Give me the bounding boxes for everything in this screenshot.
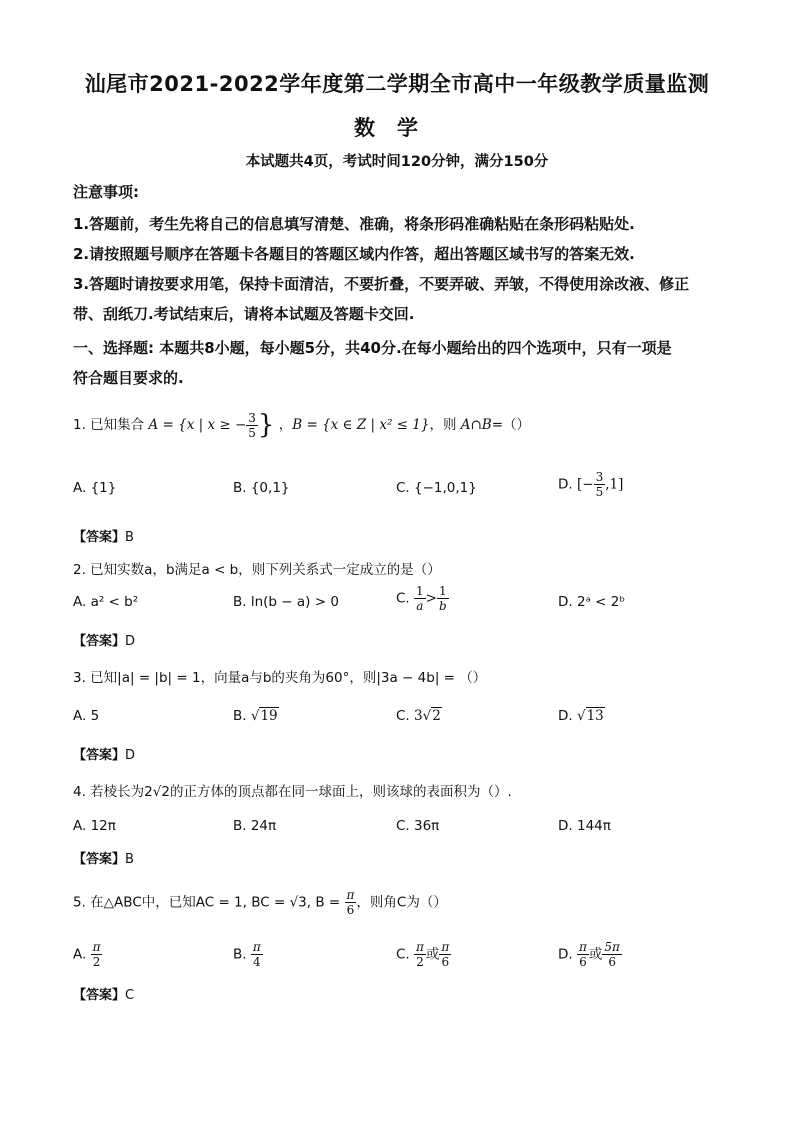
q1-option-b: B. {0,1}: [233, 480, 290, 496]
q3-option-d: D. √13: [558, 708, 604, 724]
section-heading-line1: 一、选择题: 本题共8小题，每小题5分，共40分.在每小题给出的四个选项中，只有一项是: [73, 339, 672, 357]
q4-answer: 【答案】B: [73, 852, 134, 867]
notice-item-2: 2.请按照题号顺序在答题卡各题目的答题区域内作答，超出答题区域书写的答案无效.: [73, 245, 635, 263]
q4-option-d: D. 144π: [558, 818, 611, 834]
question-3-stem: 3. 已知|a| = |b| = 1，向量a与b的夹角为60°，则|3a − 4b| = （）: [73, 670, 487, 686]
q1-option-a: A. {1}: [73, 480, 117, 496]
q3-option-c: C. 3√2: [396, 708, 441, 724]
q5-option-a: A. $\frac{\pi}{2}$: [73, 940, 101, 969]
question-5-stem: 5. 在△ABC中，已知AC = 1, BC = √3, B = $\frac{\pi}{6}$ ，则角C为（）: [73, 888, 447, 917]
q1-answer: 【答案】B: [73, 530, 134, 545]
question-4-stem: 4. 若棱长为2√2的正方体的顶点都在同一球面上，则该球的表面积为（）.: [73, 784, 512, 800]
q3-answer: 【答案】D: [73, 748, 136, 763]
q1-option-d: D. [− $\frac{3}{5}$ ,1]: [558, 470, 624, 499]
q4-option-a: A. 12π: [73, 818, 116, 834]
section-heading-line2: 符合题目要求的.: [73, 369, 184, 387]
notice-heading: 注意事项:: [73, 183, 139, 201]
q5-option-c: C. $\frac{\pi}{2}$ 或 $\frac{\pi}{6}$: [396, 940, 450, 969]
q2-option-c: C. $\frac{1}{a}$ > $\frac{1}{b}$: [396, 584, 447, 613]
q2-option-b: B. ln(b − a) > 0: [233, 594, 339, 610]
notice-item-4: 带、刮纸刀.考试结束后，请将本试题及答题卡交回.: [73, 305, 415, 323]
q5-answer: 【答案】C: [73, 988, 135, 1003]
question-1-stem: 1. 已知集合 A = {x | x ≥ − $\frac{3}{5}$ } ，B = {x ∈ Z | x² ≤ 1}，则 A∩B=（）: [73, 410, 531, 440]
q1-option-c: C. {−1,0,1}: [396, 480, 477, 496]
exam-title: 汕尾市2021-2022学年度第二学期全市高中一年级教学质量监测: [84, 72, 710, 96]
q3-option-a: A. 5: [73, 708, 100, 724]
exam-subject: 数学: [354, 116, 440, 140]
q4-option-c: C. 36π: [396, 818, 440, 834]
notice-item-3: 3.答题时请按要求用笔，保持卡面清洁，不要折叠，不要弄破、弄皱，不得使用涂改液、修正: [73, 275, 690, 293]
q5-option-d: D. $\frac{\pi}{6}$ 或 $\frac{5\pi}{6}$: [558, 940, 620, 969]
q4-option-b: B. 24π: [233, 818, 277, 834]
q2-answer: 【答案】D: [73, 634, 136, 649]
notice-item-1: 1.答题前，考生先将自己的信息填写清楚、准确，将条形码准确粘贴在条形码粘贴处.: [73, 215, 635, 233]
q2-option-d: D. 2ᵃ < 2ᵇ: [558, 594, 626, 610]
q2-option-a: A. a² < b²: [73, 594, 139, 610]
q5-option-b: B. $\frac{\pi}{4}$: [233, 940, 261, 969]
question-2-stem: 2. 已知实数a，b满足a < b，则下列关系式一定成立的是（）: [73, 562, 441, 578]
q3-option-b: B. √19: [233, 708, 278, 724]
exam-info: 本试题共4页，考试时间120分钟，满分150分: [245, 154, 549, 170]
